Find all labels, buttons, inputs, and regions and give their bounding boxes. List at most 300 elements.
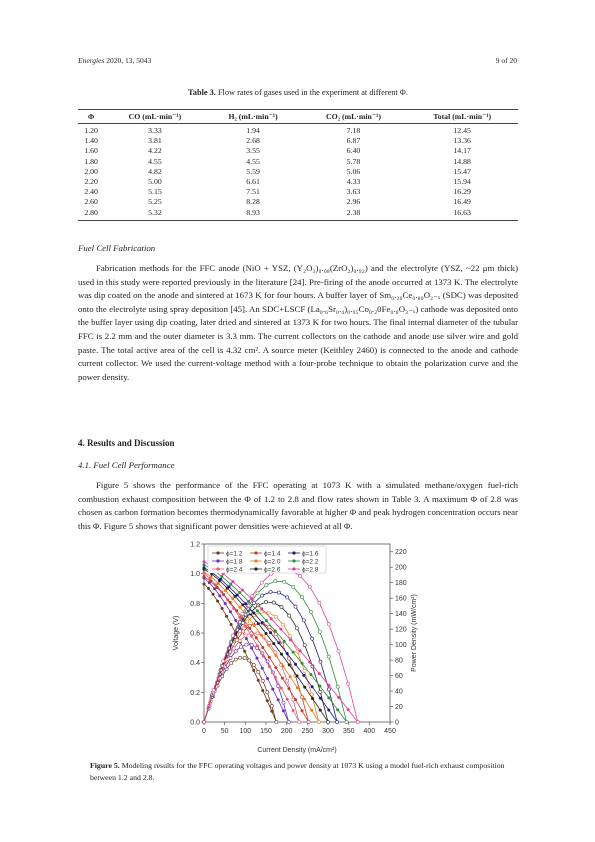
voltage-curve (204, 565, 347, 722)
x-tick-label: 150 (260, 728, 272, 735)
voltage-point (280, 687, 283, 690)
table-cell: 1.94 (246, 126, 260, 135)
table-row (78, 208, 518, 221)
voltage-point (203, 560, 206, 563)
voltage-point (309, 673, 312, 676)
power-point (260, 611, 263, 614)
power-point (230, 662, 233, 665)
citation: 2020, 13, 5043 (106, 56, 152, 65)
voltage-point (347, 708, 350, 711)
voltage-point (203, 571, 206, 574)
power-point (242, 630, 245, 633)
power-point (282, 701, 285, 704)
voltage-point (310, 709, 313, 712)
table-cell: 5.25 (148, 197, 162, 207)
power-point (327, 655, 330, 658)
voltage-point (253, 624, 256, 627)
power-point (303, 644, 306, 647)
table-body (78, 124, 518, 221)
voltage-point (250, 635, 253, 638)
voltage-point (229, 610, 232, 613)
voltage-point (220, 575, 223, 578)
power-point (231, 634, 234, 637)
power-point (241, 612, 244, 615)
voltage-point (287, 687, 290, 690)
legend-marker (292, 551, 295, 554)
legend-label: ϕ=1.6 (302, 550, 319, 558)
voltage-point (268, 665, 271, 668)
y2-tick-label: 60 (395, 673, 403, 681)
power-point (288, 614, 291, 617)
power-point (250, 594, 253, 597)
voltage-point (294, 698, 297, 701)
table-cell: 2.38 (301, 208, 407, 221)
power-point (337, 650, 340, 653)
voltage-point (216, 600, 219, 603)
legend-label: ϕ=2.8 (302, 566, 319, 574)
power-point (250, 643, 253, 646)
power-point (260, 581, 263, 584)
voltage-point (286, 652, 289, 655)
legend-marker (254, 567, 257, 570)
voltage-point (337, 696, 340, 699)
power-point (269, 590, 272, 593)
fabrication-paragraph (78, 262, 518, 384)
voltage-point (299, 649, 302, 652)
voltage-point (210, 575, 213, 578)
y2-tick-label: 180 (395, 580, 407, 588)
power-point (257, 670, 260, 673)
voltage-point (255, 636, 258, 639)
power-point (307, 720, 310, 723)
power-point (319, 690, 322, 693)
voltage-point (231, 580, 234, 583)
voltage-point (296, 674, 299, 677)
voltage-point (327, 709, 330, 712)
journal-name: Energies (78, 56, 105, 65)
table-row (78, 187, 518, 197)
table-cell: 3.63 (346, 187, 361, 197)
voltage-point (252, 669, 255, 672)
voltage-point (218, 594, 221, 597)
table-caption-text: Flow rates of gases used in the experiment at different Φ. (217, 88, 408, 97)
voltage-point (280, 653, 283, 656)
flow-rate-table (78, 109, 518, 221)
voltage-point (217, 582, 220, 585)
power-point (275, 720, 278, 723)
table-row (78, 177, 518, 187)
voltage-point (289, 675, 292, 678)
power-point (245, 620, 248, 623)
power-point (234, 650, 237, 653)
table-row (78, 157, 518, 167)
fabrication-text: Fabrication methods for the FFC anode (NiO + YSZ, (Y₂O₃)₀.₀₈(ZrO₂)₀.₉₂) and the electrolyte (YSZ, ~22 μm thick) used in this study were reported previously in the literature [24]. Pre-firing of the anode occurred at 1373 K. The electrolyte was dip coated on the anode and sintered at 1673 K for four hours. A buffer layer of Sm₀.₂₀Ce₀.₈₀O₂₋ₓ (SDC) was deposited onto the electrolyte using spray deposition [45]. An SDC+LSCF (La₀.₆Sr₀.₄)₀.₉₅Co₀.₂0Fe₀.₈O₃₋ₓ) cathode was deposited onto the buffer layer using dip coating, later dried and sintered at 1373 K for two hours. The final internal diameter of the tubular FFC is 2.2 mm and the outer diameter is 3.3 mm. The current collectors on the cathode and anode use silver wire and gold paste. The total active area of the cell is 4.32 cm². A source meter (Keithley 2460) is connected to the anode and cathode current collector. We used the current-voltage method with a four-probe technique to obtain the polarization curve and the power density. (78, 263, 518, 382)
power-point (202, 720, 205, 723)
voltage-point (270, 617, 273, 620)
voltage-point (241, 589, 244, 592)
voltage-point (319, 697, 322, 700)
voltage-point (265, 632, 268, 635)
power-point (287, 720, 290, 723)
power-point (283, 580, 286, 583)
table-cell: 4.55 (246, 156, 260, 166)
power-point (212, 689, 215, 692)
voltage-point (292, 651, 295, 654)
results-text: Figure 5 shows the performance of the FFC operating at 1073 K with a simulated methane/oxygen fuel-rich combustion exhaust composition between the Φ of 1.2 to 2.8 and flow rates shown in Table 3. A maximum Φ of 2.8 was chosen as carbon formation becomes thermodynamically favorable at higher Φ and peak hydrogen concentration occurs near this Φ. Figure 5 shows that significant power densities were achieved at all Φ. (78, 480, 518, 531)
power-point (261, 679, 264, 682)
y2-tick-label: 100 (395, 642, 407, 650)
voltage-point (261, 621, 264, 624)
voltage-point (301, 709, 304, 712)
power-point (309, 610, 312, 613)
table-cell: 3.55 (246, 146, 260, 156)
voltage-point (294, 663, 297, 666)
y-tick-label: 1.2 (190, 541, 200, 549)
voltage-point (244, 602, 247, 605)
results-paragraph (78, 479, 518, 533)
table-cell: 2.68 (246, 136, 260, 146)
x-tick-label: 350 (342, 728, 355, 735)
y2-tick-label: 40 (395, 688, 403, 696)
y2-tick-label: 200 (395, 564, 407, 572)
y2-tick-label: 220 (395, 549, 407, 557)
voltage-point (238, 606, 241, 609)
power-point (297, 720, 300, 723)
power-point (266, 691, 269, 694)
power-point (267, 611, 270, 614)
y-axis-label: Voltage (V) (173, 615, 180, 651)
legend-marker (292, 559, 295, 562)
section-heading: 4. Results and Discussion (78, 438, 175, 448)
voltage-point (266, 677, 269, 680)
power-point (274, 580, 277, 583)
x-tick-label: 100 (239, 728, 252, 735)
voltage-point (261, 689, 264, 692)
power-point (256, 592, 259, 595)
voltage-point (235, 609, 238, 612)
table-cell: 8.28 (246, 197, 260, 207)
table-cell: 1.80 (84, 156, 98, 166)
power-point (347, 682, 350, 685)
power-point (300, 595, 303, 598)
figure-caption (90, 760, 530, 784)
voltage-curve (204, 584, 276, 722)
voltage-point (251, 598, 254, 601)
legend-label: ϕ=2.2 (302, 558, 319, 566)
power-point (286, 596, 289, 599)
voltage-point (230, 623, 233, 626)
voltage-point (261, 667, 264, 670)
voltage-point (336, 708, 339, 711)
column-header: CO (mL·min⁻¹) (104, 110, 205, 124)
performance-chart (170, 534, 420, 756)
table-cell: 1.40 (84, 136, 98, 146)
table-cell: 6.61 (246, 177, 260, 187)
voltage-point (245, 637, 248, 640)
legend (208, 546, 326, 574)
figure-caption-label: Figure 5. (90, 761, 120, 770)
power-point (319, 660, 322, 663)
x-tick-label: 400 (363, 728, 376, 735)
voltage-point (224, 602, 227, 605)
table-cell: 2.00 (84, 166, 98, 176)
table-cell: 7.18 (346, 126, 361, 135)
table-cell: 1.20 (84, 126, 98, 135)
power-point (303, 669, 306, 672)
voltage-point (302, 674, 305, 677)
voltage-point (255, 657, 258, 660)
y2-tick-label: 120 (395, 626, 407, 634)
voltage-point (303, 697, 306, 700)
voltage-point (283, 640, 286, 643)
y-tick-label: 0.8 (190, 600, 200, 608)
voltage-point (256, 644, 259, 647)
power-point (356, 720, 359, 723)
voltage-point (234, 619, 237, 622)
legend-label: ϕ=1.8 (226, 558, 243, 566)
table-caption-label: Table 3. (188, 88, 216, 97)
x-axis-label: Current Density (mA/cm²) (257, 747, 337, 754)
voltage-point (274, 654, 277, 657)
table-cell: 2.96 (346, 197, 361, 207)
table-cell: 7.51 (246, 187, 260, 197)
voltage-point (267, 644, 270, 647)
column-header: Φ (78, 110, 104, 124)
power-point (252, 663, 255, 666)
voltage-point (260, 607, 263, 610)
voltage-point (271, 688, 274, 691)
voltage-point (289, 638, 292, 641)
table-cell: 14.88 (453, 156, 471, 166)
voltage-point (308, 661, 311, 664)
figure-caption-text: Modeling results for the FFC operating voltages and power density at 1073 K using a model fuel-rich exhaust composition between 1.2 and 2.8. (90, 761, 505, 782)
voltage-point (279, 628, 282, 631)
voltage-point (203, 563, 206, 566)
voltage-point (311, 697, 314, 700)
voltage-point (203, 575, 206, 578)
voltage-point (216, 586, 219, 589)
power-point (308, 585, 311, 588)
table-cell: 5.32 (104, 208, 205, 221)
table-cell: 15.47 (453, 166, 471, 176)
power-point (245, 643, 248, 646)
voltage-point (209, 580, 212, 583)
voltage-point (274, 666, 277, 669)
voltage-point (292, 709, 295, 712)
x-tick-label: 250 (301, 728, 314, 735)
x-tick-label: 0 (202, 728, 206, 735)
table-cell: 5.00 (148, 177, 162, 187)
power-point (261, 594, 264, 597)
power-point (318, 630, 321, 633)
voltage-point (288, 663, 291, 666)
voltage-point (219, 578, 222, 581)
column-header: H₂ (mL·min⁻¹) (206, 110, 301, 124)
voltage-point (221, 607, 224, 610)
table-cell: 13.36 (453, 136, 471, 146)
column-header: CO₂ (mL·min⁻¹) (301, 110, 407, 124)
power-point (317, 720, 320, 723)
power-point (249, 611, 252, 614)
voltage-point (225, 615, 228, 618)
table-cell: 2.80 (78, 208, 104, 221)
table-row (78, 146, 518, 156)
y-tick-label: 1.0 (190, 571, 200, 579)
voltage-point (318, 685, 321, 688)
power-point (299, 574, 302, 577)
legend-marker (216, 559, 219, 562)
power-point (238, 639, 241, 642)
voltage-point (277, 698, 280, 701)
power-point (311, 637, 314, 640)
x-tick-label: 300 (322, 728, 334, 735)
voltage-point (296, 686, 299, 689)
x-tick-label: 200 (280, 728, 293, 735)
table-row (78, 124, 518, 137)
power-point (239, 656, 242, 659)
legend-label: ϕ=1.2 (226, 550, 243, 558)
y-tick-label: 0.0 (190, 719, 200, 727)
voltage-point (224, 589, 227, 592)
table-cell: 5.06 (346, 166, 361, 176)
legend-marker (292, 567, 295, 570)
voltage-point (327, 696, 330, 699)
voltage-point (272, 642, 275, 645)
table-cell: 15.94 (453, 177, 471, 187)
table-cell: 3.81 (148, 136, 162, 146)
voltage-point (311, 685, 314, 688)
voltage-point (270, 710, 273, 713)
voltage-point (262, 655, 265, 658)
voltage-point (303, 686, 306, 689)
series-8 (202, 563, 348, 723)
legend-marker (216, 567, 219, 570)
y2-tick-label: 80 (395, 657, 403, 665)
legend-marker (254, 551, 257, 554)
table-cell: 6.40 (346, 146, 361, 156)
power-point (336, 685, 339, 688)
power-point (289, 634, 292, 637)
voltage-point (265, 619, 268, 622)
voltage-point (243, 650, 246, 653)
voltage-point (286, 698, 289, 701)
table-cell: 5.15 (148, 187, 162, 197)
power-point (318, 601, 321, 604)
power-point (248, 624, 251, 627)
voltage-point (257, 622, 260, 625)
power-point (327, 623, 330, 626)
voltage-point (256, 609, 259, 612)
y-tick-label: 0.4 (190, 660, 200, 668)
y2-tick-label: 0 (395, 719, 399, 727)
power-point (281, 623, 284, 626)
voltage-point (319, 709, 322, 712)
power-point (345, 720, 348, 723)
table-caption (78, 88, 518, 97)
x-tick-label: 450 (384, 728, 396, 735)
voltage-point (231, 597, 234, 600)
legend-label: ϕ=2.4 (226, 566, 243, 574)
table-row (78, 167, 518, 177)
power-point (296, 650, 299, 653)
voltage-point (281, 677, 284, 680)
table-cell: 1.60 (84, 146, 98, 156)
power-point (256, 632, 259, 635)
voltage-point (252, 612, 255, 615)
legend-label: ϕ=2.0 (264, 558, 281, 566)
voltage-point (227, 585, 230, 588)
subsection-heading: 4.1. Fuel Cell Performance (78, 460, 175, 470)
table-cell: 4.55 (148, 156, 162, 166)
y2-tick-label: 20 (395, 704, 403, 712)
voltage-point (268, 656, 271, 659)
voltage-point (261, 646, 264, 649)
voltage-point (257, 679, 260, 682)
voltage-point (203, 583, 206, 586)
power-point (272, 601, 275, 604)
table-cell: 2.60 (84, 197, 98, 207)
power-point (292, 585, 295, 588)
voltage-point (260, 634, 263, 637)
power-point (327, 688, 330, 691)
table-cell: 16.63 (406, 208, 518, 221)
running-header-left (78, 56, 151, 65)
legend-label: ϕ=2.6 (264, 566, 281, 574)
voltage-point (212, 593, 215, 596)
x-tick-label: 50 (220, 728, 229, 735)
voltage-point (282, 709, 285, 712)
voltage-point (250, 647, 253, 650)
voltage-point (241, 603, 244, 606)
power-point (265, 583, 268, 586)
y-tick-label: 0.2 (190, 689, 200, 697)
power-point (335, 720, 338, 723)
legend-marker (254, 559, 257, 562)
power-point (244, 634, 247, 637)
power-point (248, 659, 251, 662)
power-point (294, 605, 297, 608)
power-point (295, 627, 298, 630)
power-point (234, 658, 237, 661)
page-number: 9 of 20 (495, 56, 517, 65)
power-point (274, 615, 277, 618)
voltage-point (301, 662, 304, 665)
table-cell: 5.78 (346, 156, 361, 166)
power-point (277, 591, 280, 594)
power-point (239, 645, 242, 648)
power-point (270, 704, 273, 707)
table-cell: 2.20 (84, 177, 98, 187)
y2-tick-label: 140 (395, 611, 407, 619)
voltage-point (207, 587, 210, 590)
table-cell: 12.45 (453, 126, 471, 135)
table-header-row (78, 110, 518, 124)
voltage-point (222, 593, 225, 596)
voltage-point (229, 601, 232, 604)
power-point (302, 619, 305, 622)
voltage-point (269, 631, 272, 634)
series-layer (202, 560, 359, 723)
voltage-point (274, 629, 277, 632)
table-cell: 4.22 (148, 146, 162, 156)
voltage-point (229, 583, 232, 586)
power-point (280, 605, 283, 608)
voltage-point (236, 594, 239, 597)
voltage-point (327, 684, 330, 687)
y-tick-label: 0.6 (190, 630, 200, 638)
table-cell: 16.29 (453, 187, 471, 197)
table-cell: 16.49 (453, 197, 471, 207)
